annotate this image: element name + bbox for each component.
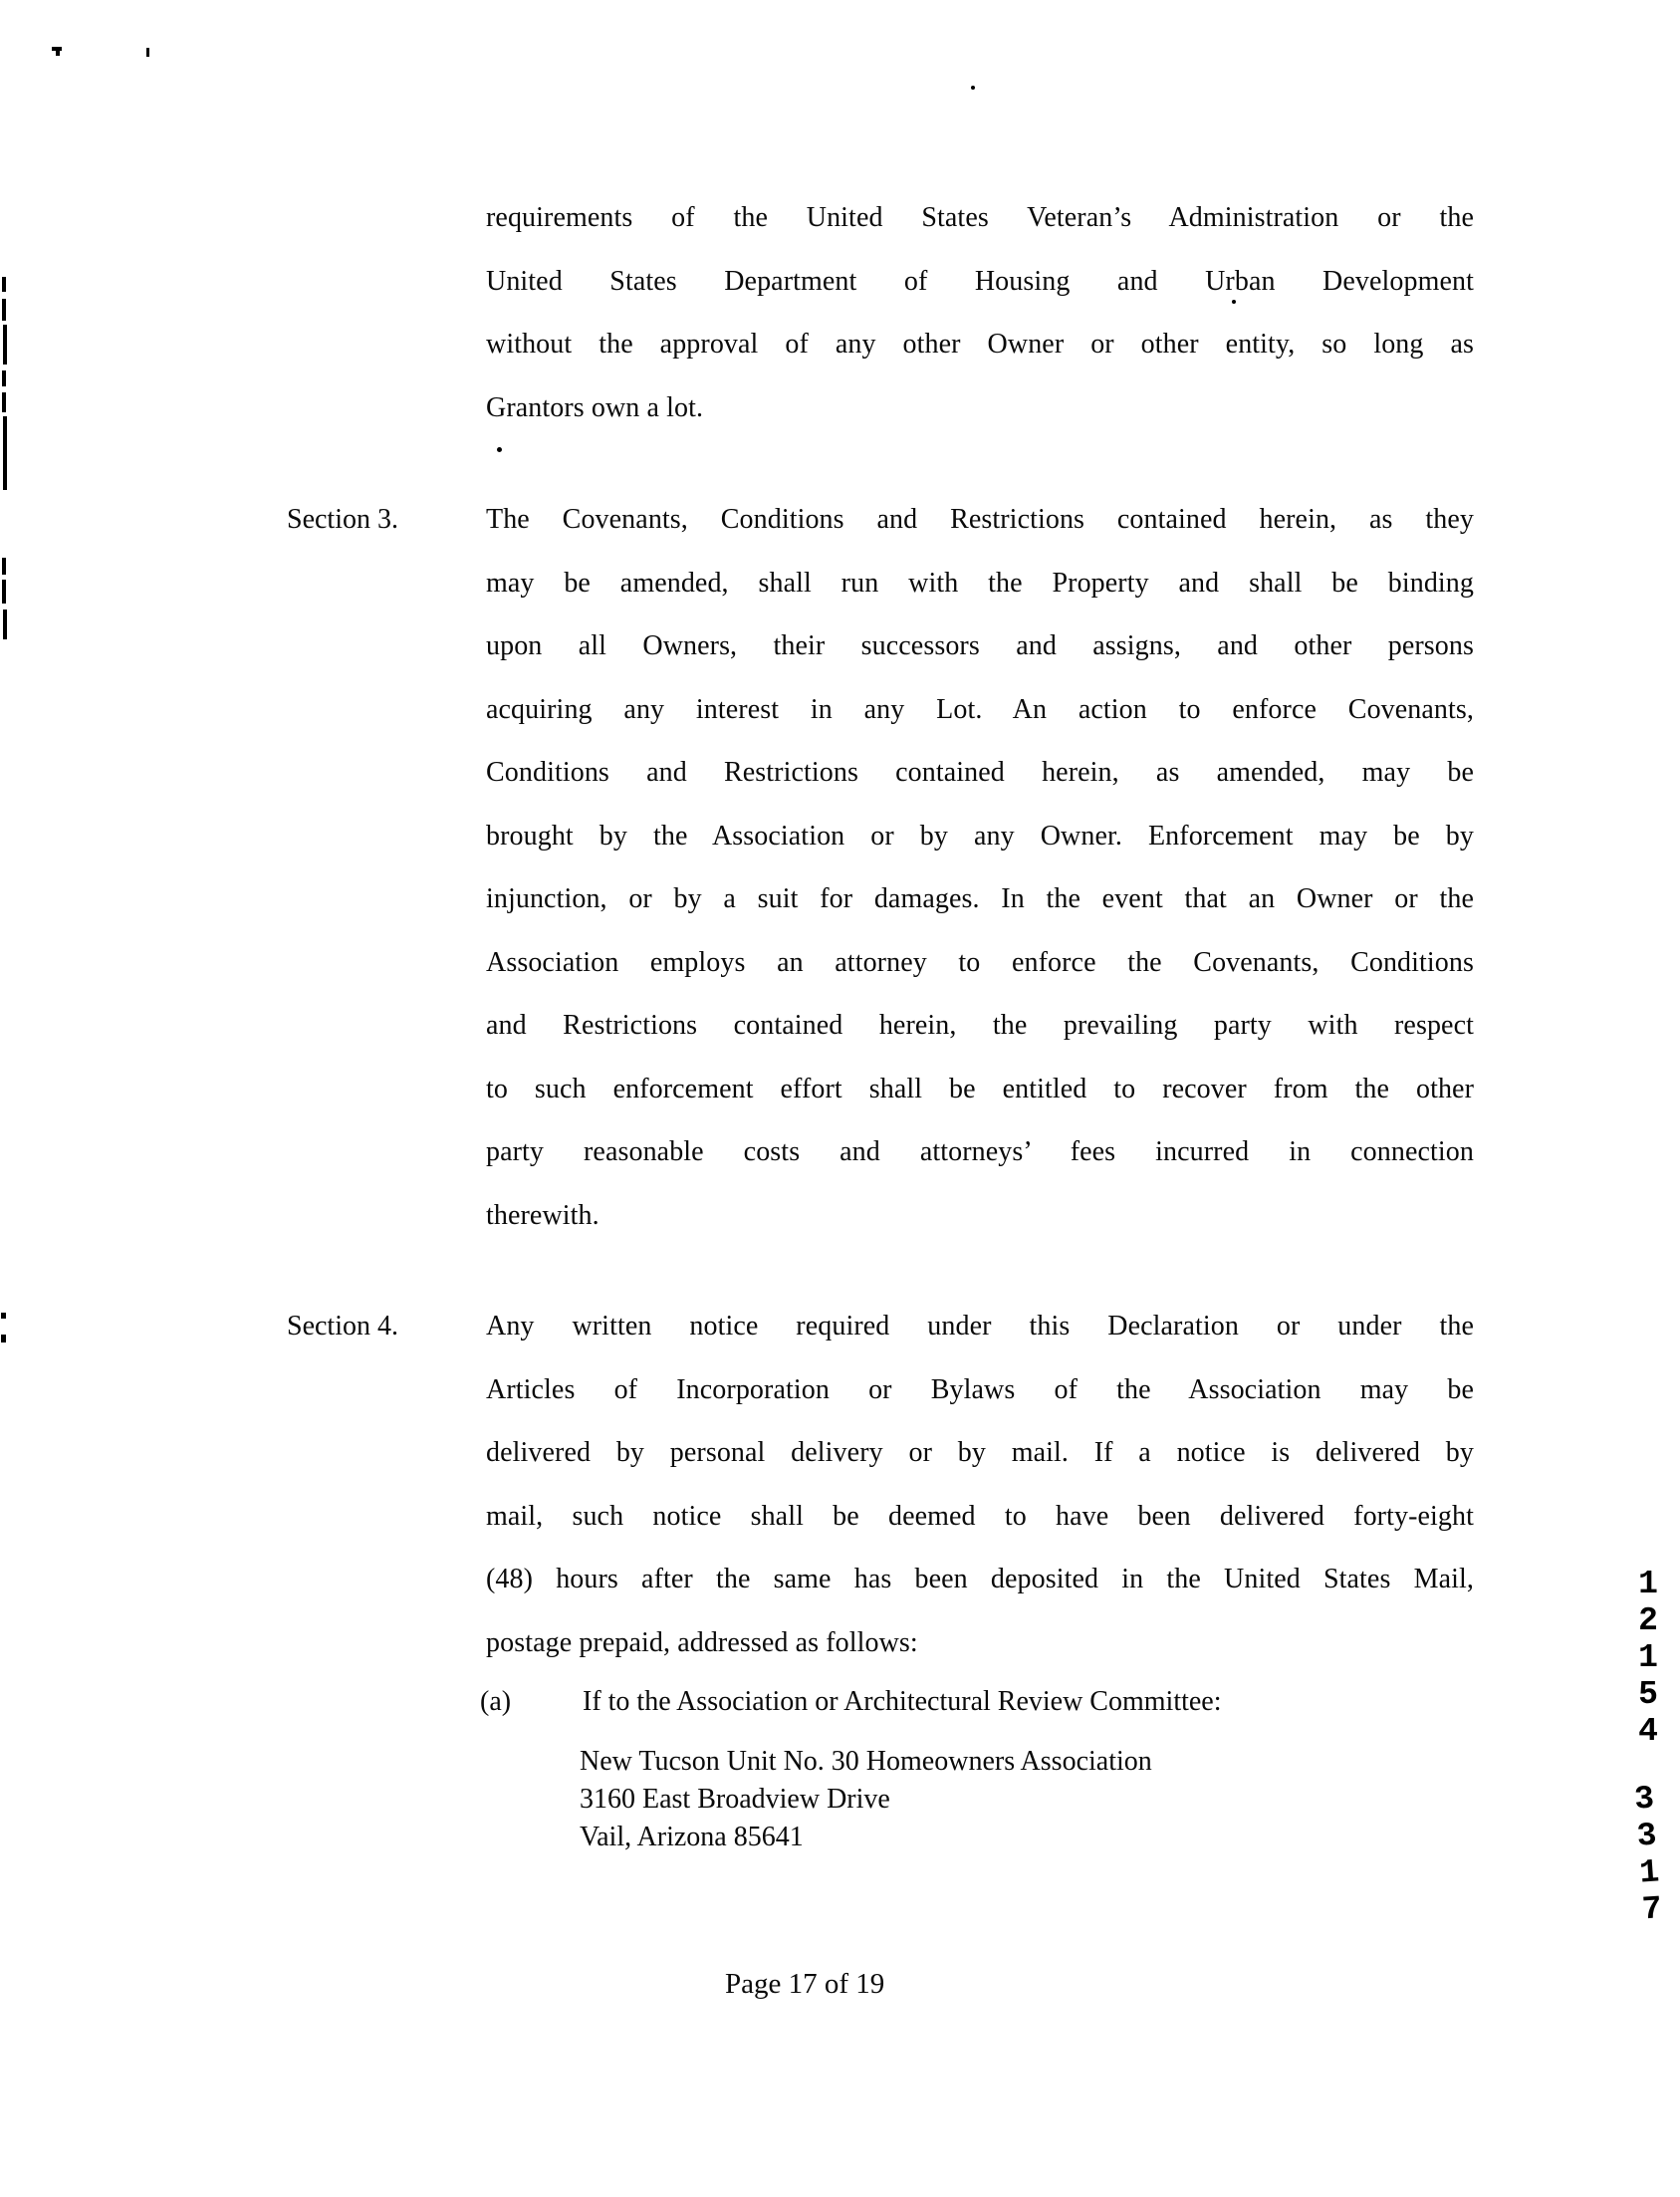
section-4-paragraph xyxy=(486,1295,1474,1674)
paragraph-line: The Covenants, Conditions and Restrictions contained herein, as they xyxy=(486,504,1474,535)
scan-artifact-dash xyxy=(2,558,6,575)
stamp-digit: 7 xyxy=(1640,1890,1664,1929)
paragraph-line: Articles of Incorporation or Bylaws of the Association may be xyxy=(486,1373,1474,1405)
paragraph-line: party reasonable costs and attorneys’ fees incurred in connection xyxy=(486,1136,1474,1167)
paragraph-line: Grantors own a lot. xyxy=(486,391,704,423)
paragraph-line: acquiring any interest in any Lot. An action to enforce Covenants, xyxy=(486,693,1474,725)
paragraph-line: postage prepaid, addressed as follows: xyxy=(486,1626,918,1658)
paragraph-line: Conditions and Restrictions contained herein, as amended, may be xyxy=(486,757,1474,788)
paragraph-line: may be amended, shall run with the Property and shall be binding xyxy=(486,567,1474,599)
continuation-paragraph xyxy=(486,186,1474,439)
paragraph-line: delivered by personal delivery or by mail. If a notice is delivered by xyxy=(486,1437,1474,1468)
section-3-paragraph xyxy=(486,488,1474,1247)
paragraph-line: Association employs an attorney to enforce the Covenants, Conditions xyxy=(486,946,1474,978)
paragraph-line: therewith. xyxy=(486,1199,600,1231)
association-address-block xyxy=(580,1743,1152,1856)
paragraph-line: upon all Owners, their successors and assigns, and other persons xyxy=(486,630,1474,661)
scan-artifact-dash xyxy=(2,299,6,321)
address-line-1: New Tucson Unit No. 30 Homeowners Association xyxy=(580,1746,1152,1777)
page-number: Page 17 of 19 xyxy=(725,1968,885,2000)
stamp-digit: 1 xyxy=(1638,1853,1661,1892)
paragraph-line: brought by the Association or by any Owner. Enforcement may be by xyxy=(486,820,1474,852)
stamp-digit: 4 xyxy=(1638,1713,1658,1750)
stamp-digit: 1 xyxy=(1638,1639,1658,1676)
address-line-2: 3160 East Broadview Drive xyxy=(580,1784,890,1815)
section-3-label: Section 3. xyxy=(287,504,398,535)
scan-artifact-dot xyxy=(971,86,975,90)
paragraph-line: injunction, or by a suit for damages. In the event that an Owner or the xyxy=(486,883,1474,914)
subitem-a-text: If to the Association or Architectural Review Committee: xyxy=(583,1686,1222,1717)
scan-artifact-mark xyxy=(56,51,60,56)
stamp-digit: 2 xyxy=(1638,1602,1658,1639)
scan-artifact-dash xyxy=(2,392,6,412)
margin-recording-stamp-bottom xyxy=(1628,1780,1668,1929)
paragraph-line: without the approval of any other Owner or other entity, so long as xyxy=(486,329,1474,360)
paragraph-line: Any written notice required under this Declaration or under the xyxy=(486,1311,1474,1342)
margin-recording-stamp-top xyxy=(1633,1566,1663,1750)
subitem-a-label: (a) xyxy=(480,1686,512,1717)
scan-artifact-dash xyxy=(3,610,7,639)
stamp-digit: 3 xyxy=(1635,1817,1658,1855)
paragraph-line: and Restrictions contained herein, the prevailing party with respect xyxy=(486,1010,1474,1041)
paragraph-line: mail, such notice shall be deemed to have been delivered forty-eight xyxy=(486,1500,1474,1532)
scan-artifact-dash xyxy=(1,1335,6,1343)
scan-artifact-dash xyxy=(1,1313,6,1319)
paragraph-line: requirements of the United States Veteran’s Administration or the xyxy=(486,202,1474,233)
section-4-label: Section 4. xyxy=(287,1311,398,1342)
stamp-digit: 1 xyxy=(1638,1566,1658,1602)
stamp-digit: 5 xyxy=(1638,1676,1658,1713)
scan-artifact-dash xyxy=(2,580,6,604)
scan-artifact-dash xyxy=(3,416,7,490)
stamp-digit: 3 xyxy=(1632,1780,1656,1819)
scan-artifact-dash xyxy=(3,325,7,365)
scan-artifact-dash xyxy=(2,370,6,386)
scan-artifact-mark xyxy=(146,48,149,57)
paragraph-line: United States Department of Housing and Urban Development xyxy=(486,265,1474,297)
paragraph-line: (48) hours after the same has been deposited in the United States Mail, xyxy=(486,1564,1474,1594)
paragraph-line: to such enforcement effort shall be entitled to recover from the other xyxy=(486,1073,1474,1104)
address-line-3: Vail, Arizona 85641 xyxy=(580,1822,804,1852)
scan-artifact-dash xyxy=(2,277,6,292)
scan-artifact-dot xyxy=(497,447,502,452)
